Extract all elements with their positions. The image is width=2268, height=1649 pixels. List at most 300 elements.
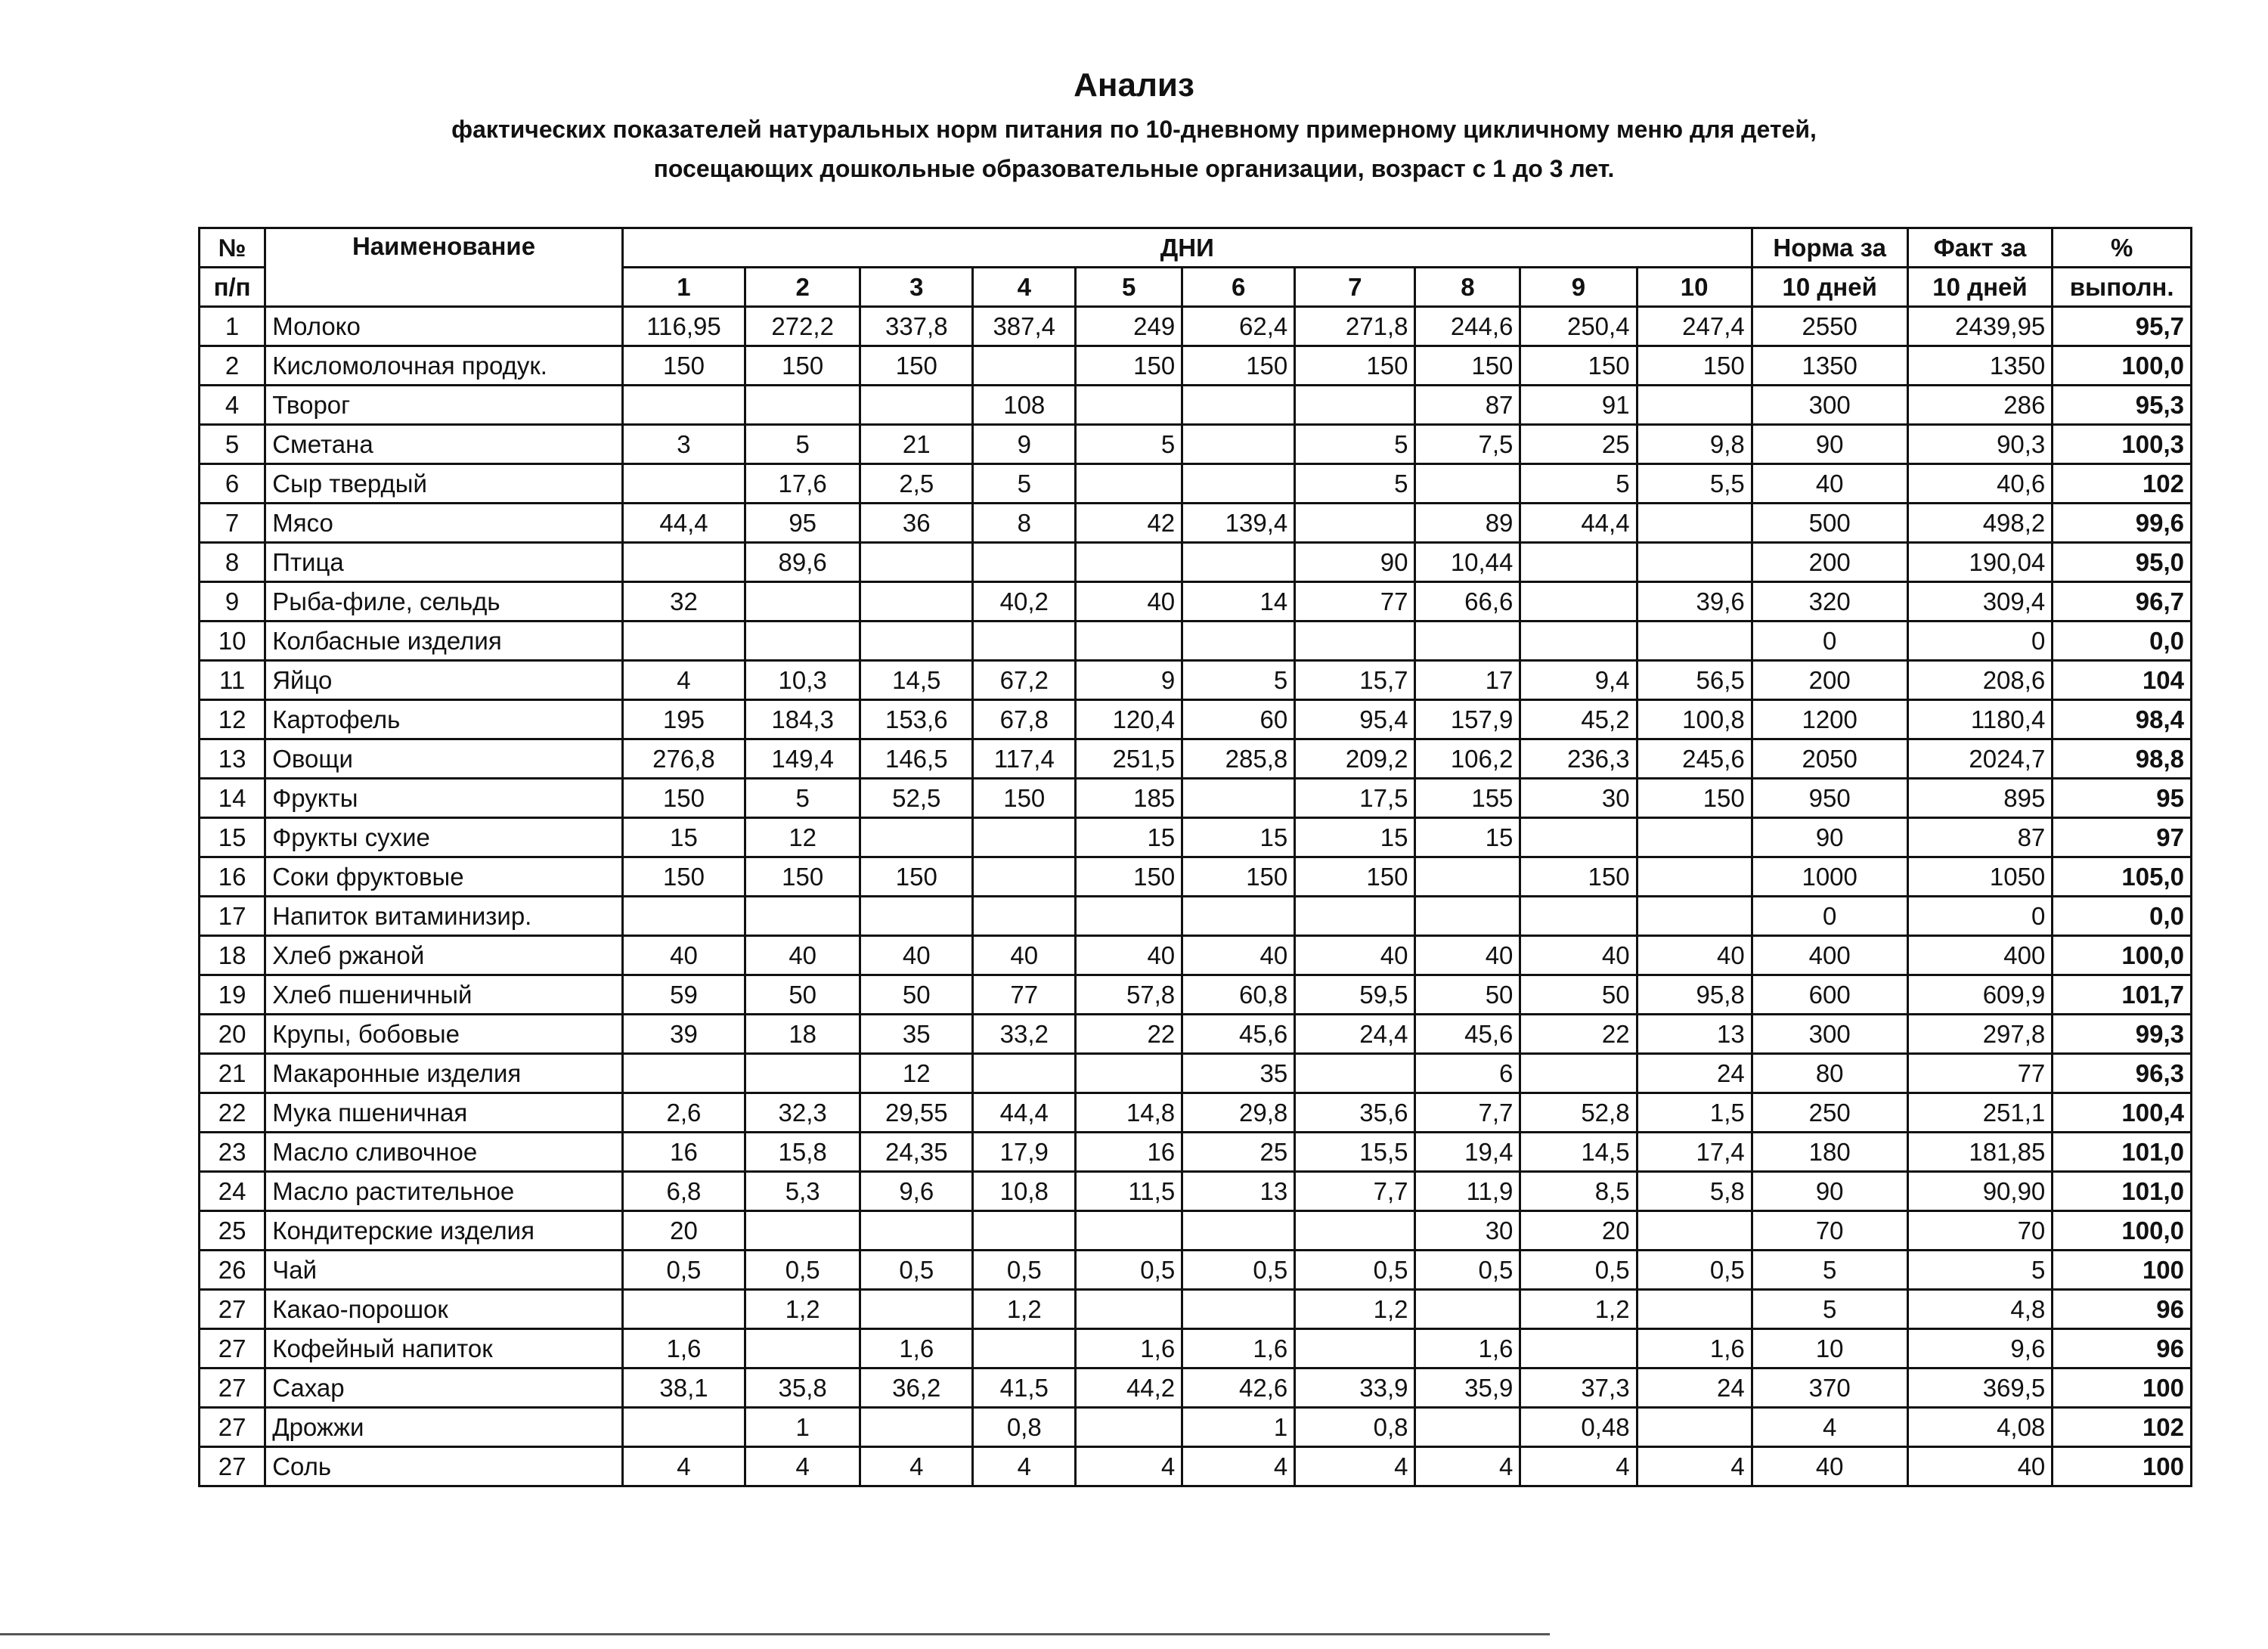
day-value-cell: 337,8 bbox=[860, 307, 973, 346]
day-value-cell bbox=[1182, 386, 1295, 425]
nutrition-analysis-table bbox=[198, 227, 2192, 1487]
day-value-cell: 15,7 bbox=[1295, 661, 1415, 700]
day-value-cell: 44,2 bbox=[1076, 1368, 1182, 1408]
day-value-cell: 67,2 bbox=[973, 661, 1076, 700]
fact-cell: 895 bbox=[1907, 779, 2053, 818]
day-value-cell: 0,5 bbox=[973, 1251, 1076, 1290]
table-row bbox=[200, 975, 2192, 1015]
day-value-cell bbox=[1076, 543, 1182, 582]
day-number-header: 3 bbox=[860, 268, 973, 307]
day-value-cell: 5 bbox=[1520, 464, 1637, 504]
header-fact-bottom: 10 дней bbox=[1907, 268, 2053, 307]
day-value-cell: 50 bbox=[1415, 975, 1520, 1015]
day-value-cell: 56,5 bbox=[1637, 661, 1752, 700]
day-value-cell: 40 bbox=[973, 936, 1076, 975]
day-value-cell bbox=[1637, 818, 1752, 857]
norm-cell: 320 bbox=[1752, 582, 1907, 621]
day-value-cell: 60 bbox=[1182, 700, 1295, 739]
day-value-cell: 40,2 bbox=[973, 582, 1076, 621]
norm-cell: 400 bbox=[1752, 936, 1907, 975]
day-value-cell: 0,5 bbox=[1295, 1251, 1415, 1290]
table-row bbox=[200, 1015, 2192, 1054]
day-value-cell: 5,8 bbox=[1637, 1172, 1752, 1211]
day-value-cell: 14,5 bbox=[860, 661, 973, 700]
row-number: 21 bbox=[200, 1054, 265, 1093]
row-number: 13 bbox=[200, 739, 265, 779]
day-value-cell: 57,8 bbox=[1076, 975, 1182, 1015]
norm-cell: 300 bbox=[1752, 1015, 1907, 1054]
day-value-cell bbox=[1295, 621, 1415, 661]
day-value-cell: 52,5 bbox=[860, 779, 973, 818]
day-value-cell: 17 bbox=[1415, 661, 1520, 700]
day-value-cell: 35 bbox=[860, 1015, 973, 1054]
day-value-cell: 40 bbox=[622, 936, 745, 975]
fact-cell: 40,6 bbox=[1907, 464, 2053, 504]
day-value-cell: 44,4 bbox=[973, 1093, 1076, 1133]
norm-cell: 180 bbox=[1752, 1133, 1907, 1172]
day-value-cell bbox=[1295, 1211, 1415, 1251]
day-value-cell: 150 bbox=[622, 857, 745, 897]
day-value-cell bbox=[1182, 1290, 1295, 1329]
percent-cell: 98,4 bbox=[2053, 700, 2192, 739]
day-value-cell bbox=[1076, 1054, 1182, 1093]
product-name: Молоко bbox=[265, 307, 623, 346]
day-value-cell: 24 bbox=[1637, 1054, 1752, 1093]
day-number-header: 8 bbox=[1415, 268, 1520, 307]
day-value-cell bbox=[973, 857, 1076, 897]
day-value-cell: 117,4 bbox=[973, 739, 1076, 779]
day-value-cell: 4 bbox=[1295, 1447, 1415, 1486]
day-value-cell: 3 bbox=[622, 425, 745, 464]
day-value-cell bbox=[1415, 1408, 1520, 1447]
day-value-cell: 153,6 bbox=[860, 700, 973, 739]
day-value-cell: 0,5 bbox=[745, 1251, 860, 1290]
day-value-cell bbox=[622, 1290, 745, 1329]
day-value-cell: 5 bbox=[973, 464, 1076, 504]
day-value-cell: 4 bbox=[622, 1447, 745, 1486]
day-value-cell: 0,5 bbox=[1076, 1251, 1182, 1290]
day-value-cell: 4 bbox=[1076, 1447, 1182, 1486]
day-value-cell: 8 bbox=[973, 504, 1076, 543]
day-value-cell bbox=[860, 1290, 973, 1329]
day-value-cell bbox=[1076, 1408, 1182, 1447]
day-value-cell bbox=[1637, 621, 1752, 661]
table-row bbox=[200, 739, 2192, 779]
product-name: Сахар bbox=[265, 1368, 623, 1408]
day-value-cell: 150 bbox=[1415, 346, 1520, 386]
day-value-cell: 9,8 bbox=[1637, 425, 1752, 464]
table-row bbox=[200, 818, 2192, 857]
day-value-cell bbox=[1415, 464, 1520, 504]
day-value-cell bbox=[745, 897, 860, 936]
day-value-cell bbox=[622, 1054, 745, 1093]
day-number-header: 2 bbox=[745, 268, 860, 307]
day-value-cell: 184,3 bbox=[745, 700, 860, 739]
percent-cell: 100 bbox=[2053, 1368, 2192, 1408]
product-name: Мясо bbox=[265, 504, 623, 543]
day-value-cell: 139,4 bbox=[1182, 504, 1295, 543]
day-value-cell: 1,5 bbox=[1637, 1093, 1752, 1133]
norm-cell: 2050 bbox=[1752, 739, 1907, 779]
product-name: Дрожжи bbox=[265, 1408, 623, 1447]
header-days: ДНИ bbox=[622, 228, 1752, 268]
day-value-cell bbox=[1076, 464, 1182, 504]
day-value-cell: 40 bbox=[1076, 936, 1182, 975]
day-value-cell bbox=[1182, 897, 1295, 936]
fact-cell: 70 bbox=[1907, 1211, 2053, 1251]
day-value-cell: 42 bbox=[1076, 504, 1182, 543]
day-value-cell: 95 bbox=[745, 504, 860, 543]
day-value-cell bbox=[1637, 1211, 1752, 1251]
product-name: Колбасные изделия bbox=[265, 621, 623, 661]
day-value-cell bbox=[1076, 897, 1182, 936]
fact-cell: 5 bbox=[1907, 1251, 2053, 1290]
day-value-cell: 6,8 bbox=[622, 1172, 745, 1211]
percent-cell: 102 bbox=[2053, 1408, 2192, 1447]
row-number: 14 bbox=[200, 779, 265, 818]
day-value-cell: 150 bbox=[860, 346, 973, 386]
day-value-cell: 120,4 bbox=[1076, 700, 1182, 739]
fact-cell: 208,6 bbox=[1907, 661, 2053, 700]
day-value-cell: 106,2 bbox=[1415, 739, 1520, 779]
table-row bbox=[200, 386, 2192, 425]
percent-cell: 96 bbox=[2053, 1329, 2192, 1368]
day-value-cell bbox=[1520, 582, 1637, 621]
fact-cell: 2024,7 bbox=[1907, 739, 2053, 779]
norm-cell: 950 bbox=[1752, 779, 1907, 818]
day-value-cell bbox=[973, 346, 1076, 386]
product-name: Картофель bbox=[265, 700, 623, 739]
header-num: № bbox=[200, 228, 265, 268]
day-value-cell bbox=[622, 386, 745, 425]
row-number: 20 bbox=[200, 1015, 265, 1054]
row-number: 26 bbox=[200, 1251, 265, 1290]
day-value-cell: 15 bbox=[622, 818, 745, 857]
day-value-cell: 19,4 bbox=[1415, 1133, 1520, 1172]
day-value-cell: 4 bbox=[1637, 1447, 1752, 1486]
day-value-cell bbox=[860, 543, 973, 582]
day-value-cell bbox=[973, 818, 1076, 857]
header-norm-bottom: 10 дней bbox=[1752, 268, 1907, 307]
day-value-cell: 0,8 bbox=[1295, 1408, 1415, 1447]
product-name: Птица bbox=[265, 543, 623, 582]
day-value-cell bbox=[1182, 621, 1295, 661]
day-value-cell: 66,6 bbox=[1415, 582, 1520, 621]
norm-cell: 80 bbox=[1752, 1054, 1907, 1093]
day-value-cell: 17,9 bbox=[973, 1133, 1076, 1172]
day-value-cell bbox=[973, 1054, 1076, 1093]
product-name: Рыба-филе, сельдь bbox=[265, 582, 623, 621]
day-value-cell bbox=[973, 1329, 1076, 1368]
day-value-cell: 13 bbox=[1182, 1172, 1295, 1211]
percent-cell: 96 bbox=[2053, 1290, 2192, 1329]
fact-cell: 609,9 bbox=[1907, 975, 2053, 1015]
percent-cell: 97 bbox=[2053, 818, 2192, 857]
row-number: 8 bbox=[200, 543, 265, 582]
day-value-cell: 35,8 bbox=[745, 1368, 860, 1408]
day-value-cell bbox=[860, 897, 973, 936]
row-number: 18 bbox=[200, 936, 265, 975]
day-value-cell: 50 bbox=[745, 975, 860, 1015]
day-value-cell bbox=[622, 543, 745, 582]
day-value-cell: 67,8 bbox=[973, 700, 1076, 739]
day-value-cell: 59,5 bbox=[1295, 975, 1415, 1015]
day-value-cell: 41,5 bbox=[973, 1368, 1076, 1408]
fact-cell: 87 bbox=[1907, 818, 2053, 857]
table-row bbox=[200, 1211, 2192, 1251]
header-row-1 bbox=[200, 228, 2192, 268]
day-value-cell bbox=[1076, 1290, 1182, 1329]
day-value-cell: 0,5 bbox=[1637, 1251, 1752, 1290]
table-row bbox=[200, 543, 2192, 582]
header-norm-top: Норма за bbox=[1752, 228, 1907, 268]
norm-cell: 0 bbox=[1752, 897, 1907, 936]
day-value-cell: 12 bbox=[745, 818, 860, 857]
norm-cell: 70 bbox=[1752, 1211, 1907, 1251]
day-value-cell: 24,35 bbox=[860, 1133, 973, 1172]
product-name: Хлеб ржаной bbox=[265, 936, 623, 975]
day-value-cell: 150 bbox=[1076, 346, 1182, 386]
row-number: 11 bbox=[200, 661, 265, 700]
day-value-cell bbox=[860, 818, 973, 857]
day-value-cell: 150 bbox=[973, 779, 1076, 818]
day-value-cell: 33,9 bbox=[1295, 1368, 1415, 1408]
fact-cell: 369,5 bbox=[1907, 1368, 2053, 1408]
fact-cell: 297,8 bbox=[1907, 1015, 2053, 1054]
day-value-cell: 155 bbox=[1415, 779, 1520, 818]
day-value-cell: 40 bbox=[860, 936, 973, 975]
table-row bbox=[200, 1251, 2192, 1290]
day-value-cell: 1,2 bbox=[745, 1290, 860, 1329]
day-value-cell bbox=[745, 621, 860, 661]
fact-cell: 251,1 bbox=[1907, 1093, 2053, 1133]
product-name: Сыр твердый bbox=[265, 464, 623, 504]
day-value-cell: 5 bbox=[1076, 425, 1182, 464]
table-row bbox=[200, 582, 2192, 621]
row-number: 27 bbox=[200, 1329, 265, 1368]
day-value-cell: 40 bbox=[1637, 936, 1752, 975]
day-value-cell bbox=[1076, 1211, 1182, 1251]
fact-cell: 90,3 bbox=[1907, 425, 2053, 464]
header-name: Наименование bbox=[265, 228, 623, 307]
day-value-cell: 276,8 bbox=[622, 739, 745, 779]
day-value-cell: 50 bbox=[1520, 975, 1637, 1015]
day-value-cell: 0,5 bbox=[1520, 1251, 1637, 1290]
day-value-cell: 245,6 bbox=[1637, 739, 1752, 779]
day-value-cell: 150 bbox=[1182, 346, 1295, 386]
day-value-cell: 77 bbox=[1295, 582, 1415, 621]
day-value-cell bbox=[1295, 386, 1415, 425]
day-value-cell bbox=[622, 621, 745, 661]
day-value-cell: 1,2 bbox=[1520, 1290, 1637, 1329]
day-value-cell bbox=[745, 1211, 860, 1251]
day-value-cell bbox=[1415, 897, 1520, 936]
norm-cell: 5 bbox=[1752, 1251, 1907, 1290]
fact-cell: 1050 bbox=[1907, 857, 2053, 897]
product-name: Какао-порошок bbox=[265, 1290, 623, 1329]
day-value-cell: 90 bbox=[1295, 543, 1415, 582]
day-value-cell bbox=[622, 464, 745, 504]
fact-cell: 1350 bbox=[1907, 346, 2053, 386]
day-value-cell: 15 bbox=[1415, 818, 1520, 857]
day-value-cell: 45,6 bbox=[1415, 1015, 1520, 1054]
percent-cell: 95 bbox=[2053, 779, 2192, 818]
product-name: Макаронные изделия bbox=[265, 1054, 623, 1093]
day-value-cell: 150 bbox=[745, 857, 860, 897]
day-value-cell bbox=[1295, 1329, 1415, 1368]
fact-cell: 190,04 bbox=[1907, 543, 2053, 582]
day-value-cell: 150 bbox=[1637, 346, 1752, 386]
day-value-cell bbox=[1637, 857, 1752, 897]
table-row bbox=[200, 1093, 2192, 1133]
row-number: 24 bbox=[200, 1172, 265, 1211]
day-value-cell: 21 bbox=[860, 425, 973, 464]
day-value-cell: 33,2 bbox=[973, 1015, 1076, 1054]
day-value-cell: 32,3 bbox=[745, 1093, 860, 1133]
day-value-cell: 14 bbox=[1182, 582, 1295, 621]
row-number: 15 bbox=[200, 818, 265, 857]
day-value-cell: 38,1 bbox=[622, 1368, 745, 1408]
day-value-cell: 150 bbox=[1295, 857, 1415, 897]
row-number: 23 bbox=[200, 1133, 265, 1172]
day-value-cell: 0,5 bbox=[1182, 1251, 1295, 1290]
day-value-cell: 95,4 bbox=[1295, 700, 1415, 739]
day-value-cell: 12 bbox=[860, 1054, 973, 1093]
product-name: Мука пшеничная bbox=[265, 1093, 623, 1133]
day-value-cell: 150 bbox=[1182, 857, 1295, 897]
day-value-cell: 40 bbox=[1520, 936, 1637, 975]
day-value-cell: 4 bbox=[860, 1447, 973, 1486]
day-value-cell: 271,8 bbox=[1295, 307, 1415, 346]
table-row bbox=[200, 346, 2192, 386]
day-value-cell: 5,3 bbox=[745, 1172, 860, 1211]
table-row bbox=[200, 1447, 2192, 1486]
header-fact-top: Факт за bbox=[1907, 228, 2053, 268]
day-value-cell: 7,7 bbox=[1415, 1093, 1520, 1133]
day-value-cell: 2,5 bbox=[860, 464, 973, 504]
product-name: Кондитерские изделия bbox=[265, 1211, 623, 1251]
row-number: 1 bbox=[200, 307, 265, 346]
norm-cell: 90 bbox=[1752, 818, 1907, 857]
day-value-cell: 42,6 bbox=[1182, 1368, 1295, 1408]
day-value-cell: 1,6 bbox=[1182, 1329, 1295, 1368]
day-value-cell bbox=[1182, 1211, 1295, 1251]
day-value-cell bbox=[1182, 543, 1295, 582]
norm-cell: 90 bbox=[1752, 425, 1907, 464]
day-value-cell: 37,3 bbox=[1520, 1368, 1637, 1408]
day-value-cell: 4 bbox=[973, 1447, 1076, 1486]
product-name: Соль bbox=[265, 1447, 623, 1486]
table-row bbox=[200, 661, 2192, 700]
norm-cell: 4 bbox=[1752, 1408, 1907, 1447]
header-pct-bottom: выполн. bbox=[2053, 268, 2192, 307]
day-value-cell bbox=[1415, 1290, 1520, 1329]
day-value-cell: 100,8 bbox=[1637, 700, 1752, 739]
table-row bbox=[200, 857, 2192, 897]
day-value-cell: 1,6 bbox=[622, 1329, 745, 1368]
day-value-cell bbox=[860, 1211, 973, 1251]
day-value-cell: 0,48 bbox=[1520, 1408, 1637, 1447]
norm-cell: 370 bbox=[1752, 1368, 1907, 1408]
day-value-cell bbox=[1520, 543, 1637, 582]
product-name: Сметана bbox=[265, 425, 623, 464]
day-value-cell: 35,9 bbox=[1415, 1368, 1520, 1408]
fact-cell: 90,90 bbox=[1907, 1172, 2053, 1211]
day-value-cell: 7,5 bbox=[1415, 425, 1520, 464]
day-value-cell: 10,44 bbox=[1415, 543, 1520, 582]
day-value-cell: 236,3 bbox=[1520, 739, 1637, 779]
day-value-cell: 11,9 bbox=[1415, 1172, 1520, 1211]
day-value-cell: 40 bbox=[1295, 936, 1415, 975]
day-value-cell: 44,4 bbox=[622, 504, 745, 543]
day-value-cell: 17,6 bbox=[745, 464, 860, 504]
percent-cell: 100 bbox=[2053, 1447, 2192, 1486]
table-row bbox=[200, 621, 2192, 661]
day-value-cell: 91 bbox=[1520, 386, 1637, 425]
fact-cell: 4,08 bbox=[1907, 1408, 2053, 1447]
day-value-cell: 39,6 bbox=[1637, 582, 1752, 621]
day-value-cell: 50 bbox=[860, 975, 973, 1015]
table-row bbox=[200, 464, 2192, 504]
day-value-cell: 149,4 bbox=[745, 739, 860, 779]
day-value-cell: 45,2 bbox=[1520, 700, 1637, 739]
day-value-cell: 7,7 bbox=[1295, 1172, 1415, 1211]
day-value-cell: 387,4 bbox=[973, 307, 1076, 346]
norm-cell: 500 bbox=[1752, 504, 1907, 543]
day-value-cell: 35,6 bbox=[1295, 1093, 1415, 1133]
percent-cell: 99,6 bbox=[2053, 504, 2192, 543]
day-value-cell: 40 bbox=[1415, 936, 1520, 975]
day-value-cell: 62,4 bbox=[1182, 307, 1295, 346]
day-value-cell: 209,2 bbox=[1295, 739, 1415, 779]
percent-cell: 0,0 bbox=[2053, 621, 2192, 661]
day-value-cell: 150 bbox=[622, 346, 745, 386]
day-value-cell: 35 bbox=[1182, 1054, 1295, 1093]
percent-cell: 101,0 bbox=[2053, 1133, 2192, 1172]
day-value-cell: 36,2 bbox=[860, 1368, 973, 1408]
product-name: Напиток витаминизир. bbox=[265, 897, 623, 936]
day-value-cell bbox=[860, 582, 973, 621]
fact-cell: 9,6 bbox=[1907, 1329, 2053, 1368]
norm-cell: 200 bbox=[1752, 661, 1907, 700]
day-value-cell: 52,8 bbox=[1520, 1093, 1637, 1133]
percent-cell: 100,0 bbox=[2053, 936, 2192, 975]
day-value-cell bbox=[745, 582, 860, 621]
fact-cell: 40 bbox=[1907, 1447, 2053, 1486]
day-value-cell: 1 bbox=[1182, 1408, 1295, 1447]
table-body bbox=[200, 307, 2192, 1486]
day-value-cell: 250,4 bbox=[1520, 307, 1637, 346]
row-number: 4 bbox=[200, 386, 265, 425]
fact-cell: 0 bbox=[1907, 897, 2053, 936]
day-value-cell bbox=[1415, 857, 1520, 897]
day-value-cell: 87 bbox=[1415, 386, 1520, 425]
norm-cell: 250 bbox=[1752, 1093, 1907, 1133]
day-value-cell bbox=[1295, 504, 1415, 543]
day-value-cell: 13 bbox=[1637, 1015, 1752, 1054]
table-row bbox=[200, 779, 2192, 818]
day-value-cell: 9 bbox=[973, 425, 1076, 464]
day-value-cell bbox=[1076, 621, 1182, 661]
day-value-cell: 30 bbox=[1415, 1211, 1520, 1251]
table-row bbox=[200, 504, 2192, 543]
product-name: Кофейный напиток bbox=[265, 1329, 623, 1368]
day-value-cell: 15 bbox=[1182, 818, 1295, 857]
day-value-cell bbox=[1520, 897, 1637, 936]
percent-cell: 104 bbox=[2053, 661, 2192, 700]
day-value-cell: 150 bbox=[1520, 346, 1637, 386]
norm-cell: 1000 bbox=[1752, 857, 1907, 897]
